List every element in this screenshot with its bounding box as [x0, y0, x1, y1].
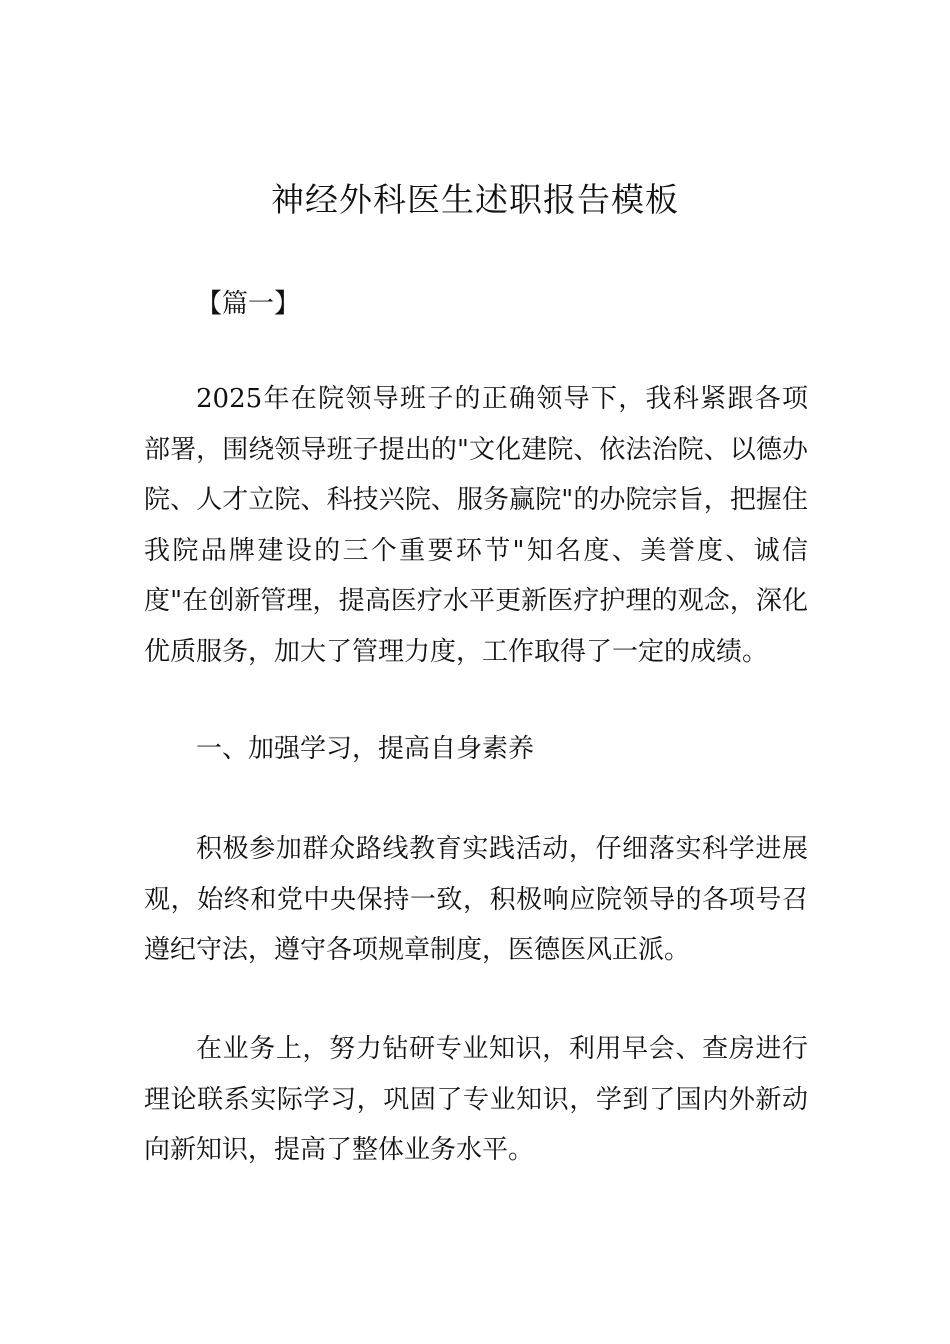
section-label: 【篇一】	[196, 289, 301, 319]
paragraph-business: 在业务上，努力钻研专业知识，利用早会、查房进行理论联系实际学习，巩固了专业知识，学到了国内外新动向新知识，提高了整体业务水平。	[144, 1034, 808, 1166]
document-title: 神经外科医生述职报告模板	[271, 180, 679, 219]
section-heading-study: 一、加强学习，提高自身素养	[196, 734, 535, 764]
paragraph-study: 积极参加群众路线教育实践活动，仔细落实科学进展观，始终和党中央保持一致，积极响应院领导的各项号召遵纪守法，遵守各项规章制度，医德医风正派。	[144, 834, 808, 966]
paragraph-intro: 2025年在院领导班子的正确领导下，我科紧跟各项部署，围绕领导班子提出的"文化建院、依法治院、以德办院、人才立院、科技兴院、服务赢院"的办院宗旨，把握住我院品牌建设的三个重要环节"知名度、美誉度、诚信度"在创新管理，提高医疗水平更新医疗护理的观念，深化优质服务，加大了管理力度，工作取得了一定的成绩。	[144, 384, 808, 667]
